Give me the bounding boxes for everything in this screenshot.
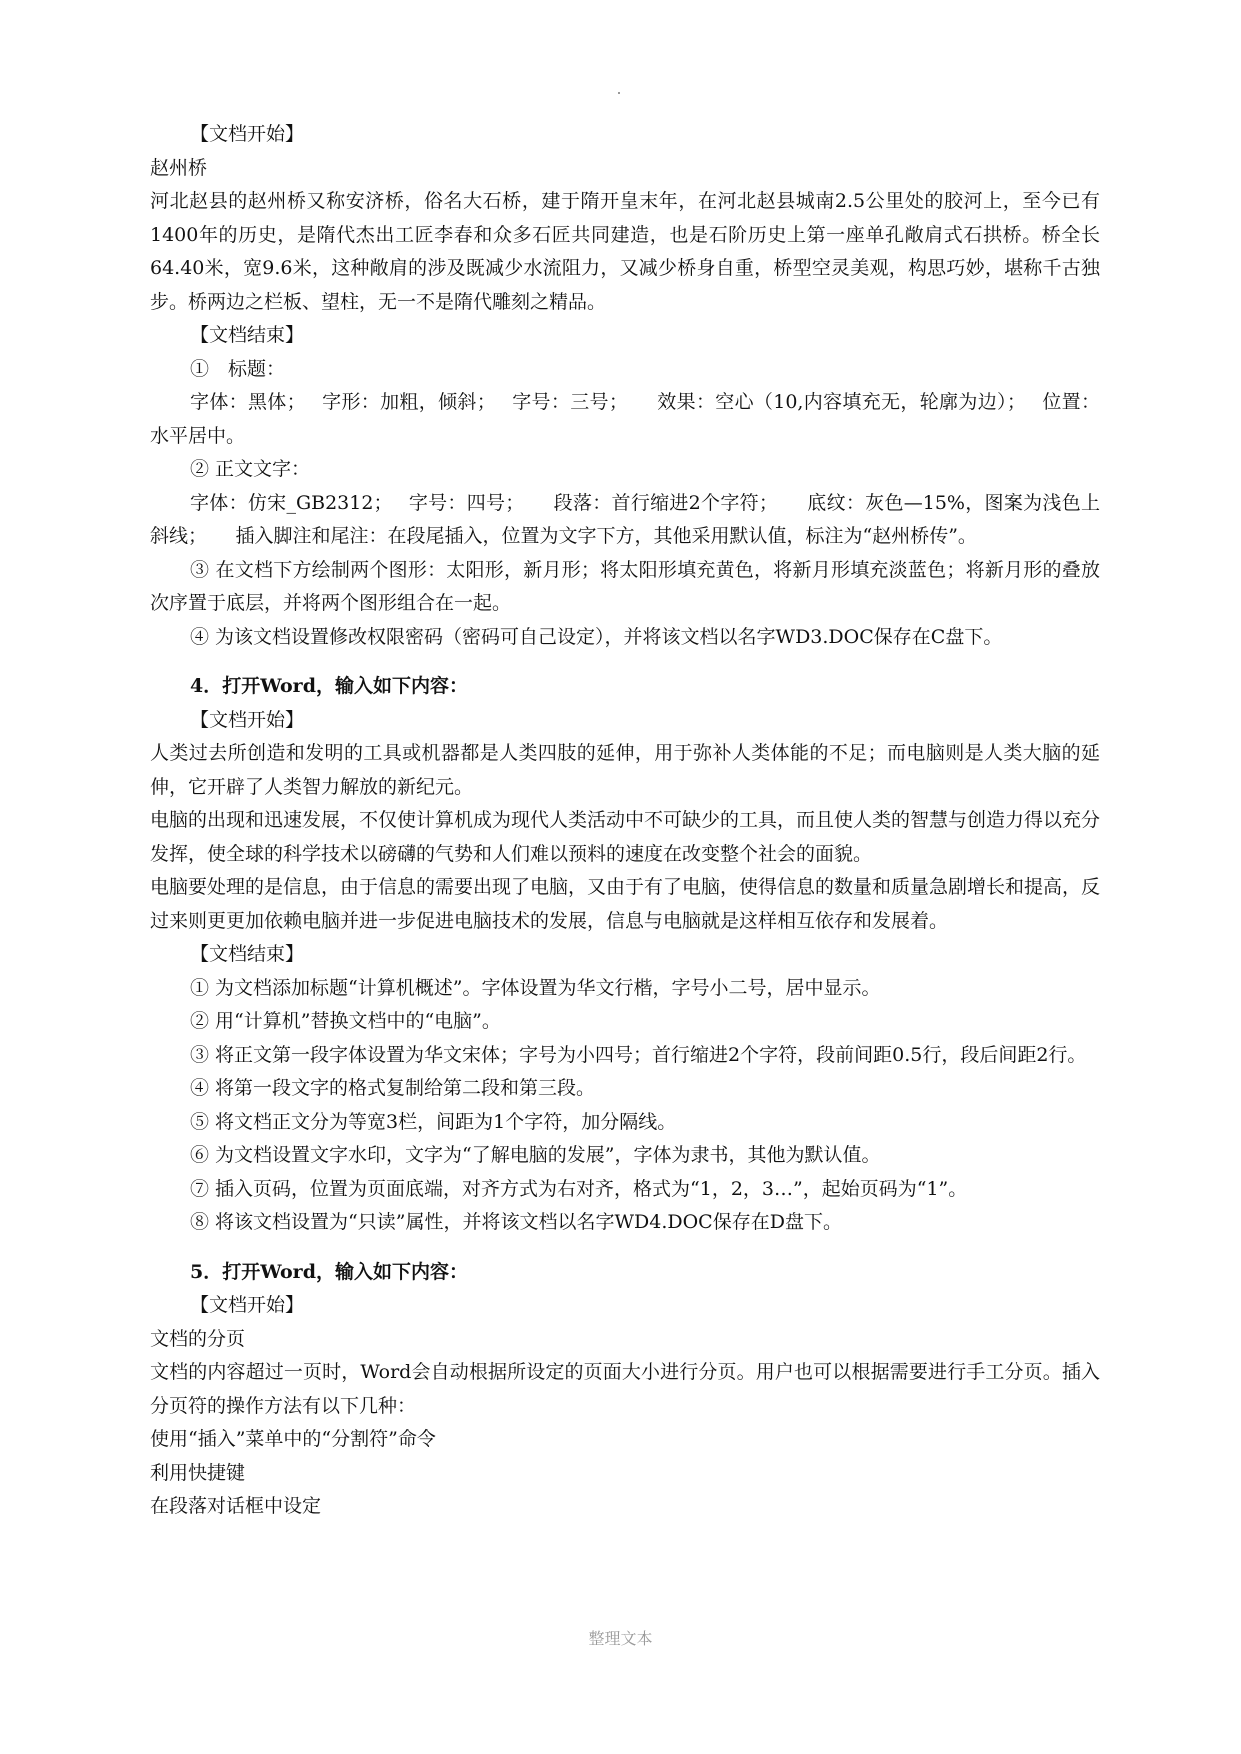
- paragraph: ③ 将正文第一段字体设置为华文宋体；字号为小四号；首行缩进2个字符，段前间距0.5行，段后间距2行。: [190, 1043, 1087, 1066]
- paragraph: ⑤ 将文档正文分为等宽3栏，间距为1个字符，加分隔线。: [190, 1110, 677, 1133]
- paragraph: 河北赵县的赵州桥又称安济桥，俗名大石桥，建于隋开皇末年，在河北赵县城南2.5公里处的胶河上，至今已有1400年的历史，是隋代杰出工匠李春和众多石匠共同建造，也是石阶历史上第一座单孔敞肩式石拱桥。桥全长64.40米，宽9.6米，这种敞肩的涉及既减少水流阻力，又减少桥身自重，桥型空灵美观，构思巧妙，堪称千古独步。桥两边之栏板、望柱，无一不是隋代雕刻之精品。: [150, 190, 1100, 313]
- paragraph: ④ 为该文档设置修改权限密码（密码可自己设定），并将该文档以名字WD3.DOC保存在C盘下。: [190, 625, 1003, 648]
- paragraph: 【文档结束】: [190, 324, 305, 346]
- paragraph: 文档的内容超过一页时，Word会自动根据所设定的页面大小进行分页。用户也可以根据需要进行手工分页。插入分页符的操作方法有以下几种：: [150, 1361, 1100, 1417]
- paragraph: 【文档开始】: [190, 123, 305, 145]
- paragraph: ④ 将第一段文字的格式复制给第二段和第三段。: [190, 1077, 596, 1099]
- section-heading: 4．打开Word，输入如下内容：: [190, 675, 468, 697]
- paragraph: 【文档结束】: [190, 943, 305, 965]
- paragraph: ① 为文档添加标题“计算机概述”。字体设置为华文行楷，字号小二号，居中显示。: [190, 976, 881, 999]
- paragraph: ⑥ 为文档设置文字水印，文字为“了解电脑的发展”，字体为隶书，其他为默认值。: [190, 1144, 881, 1166]
- paragraph: ⑦ 插入页码，位置为页面底端，对齐方式为右对齐，格式为“1，2，3…”，起始页码为“1”。: [190, 1177, 968, 1200]
- paragraph: 人类过去所创造和发明的工具或机器都是人类四肢的延伸，用于弥补人类体能的不足；而电脑则是人类大脑的延伸，它开辟了人类智力解放的新纪元。: [150, 742, 1100, 798]
- page-footer: 整理文本: [588, 1629, 653, 1648]
- paragraph: ② 用“计算机”替换文档中的“电脑”。: [190, 1010, 501, 1032]
- paragraph: 电脑要处理的是信息，由于信息的需要出现了电脑，又由于有了电脑，使得信息的数量和质量急剧增长和提高，反过来则更更加依赖电脑并进一步促进电脑技术的发展，信息与电脑就是这样相互依存和发展着。: [150, 876, 1101, 932]
- header-mark: [618, 92, 620, 94]
- section-heading: 5．打开Word，输入如下内容：: [190, 1260, 468, 1283]
- paragraph: 字体：仿宋_GB2312； 字号：四号； 段落：首行缩进2个字符； 底纹：灰色—15%，图案为浅色上斜线； 插入脚注和尾注：在段尾插入，位置为文字下方，其他采用默认值，标注为“赵州桥传”。: [150, 491, 1100, 547]
- paragraph: ① 标题：: [190, 357, 286, 380]
- paragraph: 赵州桥: [150, 156, 208, 179]
- paragraph: ⑧ 将该文档设置为“只读”属性，并将该文档以名字WD4.DOC保存在D盘下。: [190, 1211, 842, 1233]
- paragraph: 电脑的出现和迅速发展，不仅使计算机成为现代人类活动中不可缺少的工具，而且使人类的智慧与创造力得以充分发挥，使全球的科学技术以磅礴的气势和人们难以预料的速度在改变整个社会的面貌。: [150, 809, 1101, 865]
- paragraph: ③ 在文档下方绘制两个图形：太阳形，新月形；将太阳形填充黄色，将新月形填充淡蓝色；将新月形的叠放次序置于底层，并将两个图形组合在一起。: [150, 558, 1100, 614]
- document-body: [150, 118, 1100, 1524]
- paragraph: 在段落对话框中设定: [150, 1495, 322, 1517]
- paragraph: 【文档开始】: [190, 1294, 305, 1316]
- paragraph: ② 正文文字：: [190, 458, 311, 480]
- paragraph: 使用“插入”菜单中的“分割符”命令: [150, 1428, 436, 1450]
- paragraph: 【文档开始】: [190, 708, 305, 731]
- paragraph: 利用快捷键: [150, 1461, 246, 1484]
- paragraph: 文档的分页: [150, 1327, 246, 1350]
- paragraph: 字体：黑体； 字形：加粗，倾斜； 字号：三号； 效果：空心（10,内容填充无，轮廓为边）； 位置：水平居中。: [150, 391, 1100, 447]
